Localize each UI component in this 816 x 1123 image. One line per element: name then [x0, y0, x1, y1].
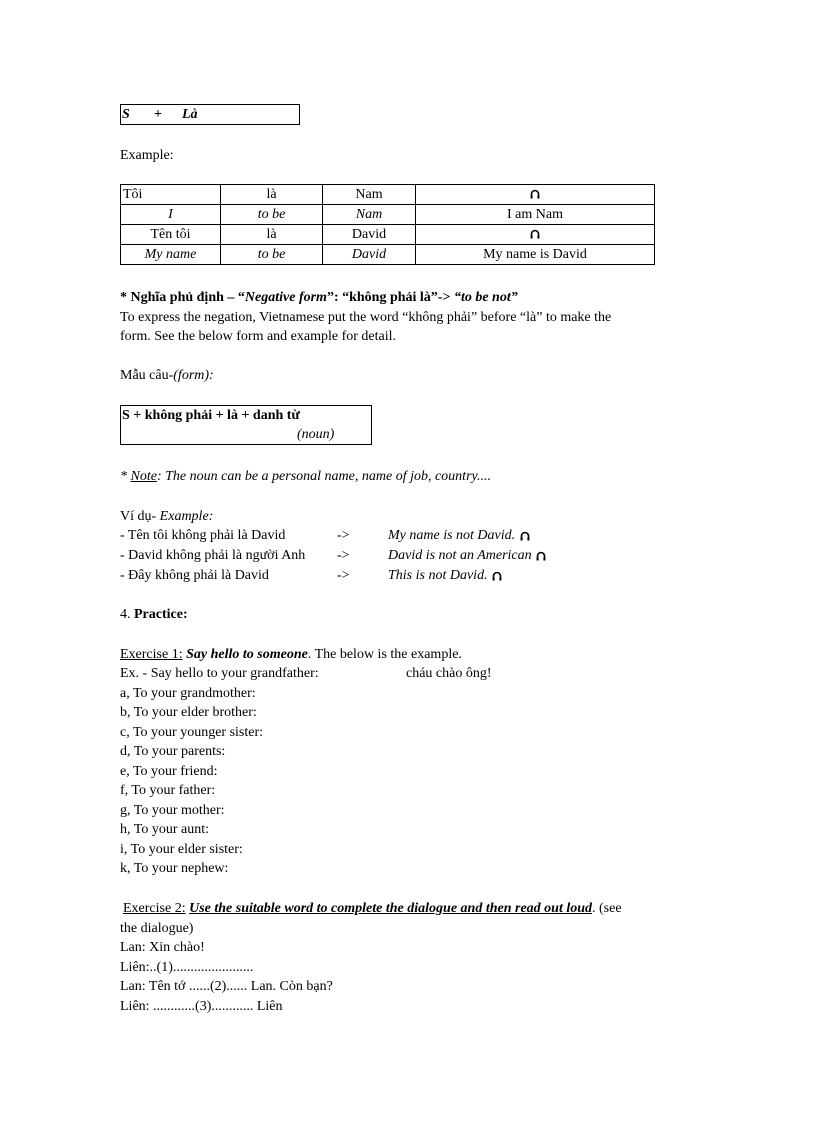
exercise1-example-answer: cháu chào ông! — [406, 666, 492, 681]
table-cell: Tên tôi — [121, 225, 221, 245]
table-cell: Nam — [323, 205, 416, 225]
formula-box-s-la — [120, 104, 300, 125]
exercise1-item: c, To your younger sister: — [120, 725, 264, 740]
dialogue-line: Lan: Tên tớ ......(2)...... Lan. Còn bạn? — [120, 979, 333, 994]
table-cell: to be — [221, 245, 323, 265]
formula-negative-noun: (noun) — [297, 427, 335, 442]
table-cell: Nam — [323, 185, 416, 205]
table-row — [121, 225, 655, 245]
negation-text-line2: form. See the below form and example for detail. — [120, 329, 397, 344]
exercise1-item: k, To your nephew: — [120, 861, 229, 876]
exercise1-heading: Exercise 1: Say hello to someone. The below is the example. — [120, 647, 462, 662]
formula-subject: S — [122, 107, 130, 122]
vidu-item-arrow: -> — [337, 568, 350, 583]
vidu-item-en: My name is not David. — [388, 526, 531, 546]
exercise1-item: f, To your father: — [120, 783, 216, 798]
exercise1-example: Ex. - Say hello to your grandfather: — [120, 666, 319, 681]
dialogue-line: Lan: Xin chào! — [120, 940, 205, 955]
exercise1-item: b, To your elder brother: — [120, 705, 257, 720]
vidu-item-en: This is not David. — [388, 566, 503, 586]
exercise1-item: g, To your mother: — [120, 803, 225, 818]
table-cell-audio[interactable] — [416, 185, 655, 205]
note: * Note: The noun can be a personal name, name of job, country.... — [120, 469, 491, 484]
headphone-icon[interactable] — [519, 530, 531, 542]
table-cell: là — [221, 185, 323, 205]
exercise1-item: a, To your grandmother: — [120, 686, 256, 701]
table-cell: David — [323, 225, 416, 245]
headphone-icon[interactable] — [529, 188, 541, 200]
vidu-label: Ví dụ- Example: — [120, 509, 214, 524]
formula-plus: + — [154, 107, 162, 122]
example-label: Example: — [120, 148, 174, 163]
vidu-item-arrow: -> — [337, 548, 350, 563]
table-cell: My name — [121, 245, 221, 265]
table-row — [121, 185, 655, 205]
dialogue-line: Liên: ............(3)............ Liên — [120, 999, 283, 1014]
exercise1-item: e, To your friend: — [120, 764, 218, 779]
vidu-item-vi: - David không phải là người Anh — [120, 548, 306, 563]
table-row — [121, 245, 655, 265]
table-cell: là — [221, 225, 323, 245]
formula-box-negative — [120, 405, 372, 445]
example-table — [120, 184, 655, 265]
table-cell: to be — [221, 205, 323, 225]
formula-negative-line1: S + không phải + là + danh từ — [122, 408, 300, 423]
form-label: Mẫu câu-(form): — [120, 368, 214, 383]
headphone-icon[interactable] — [535, 550, 547, 562]
exercise1-item: d, To your parents: — [120, 744, 226, 759]
formula-la: Là — [182, 107, 198, 122]
table-cell: I — [121, 205, 221, 225]
vidu-item-en: David is not an American — [388, 546, 547, 566]
headphone-icon[interactable] — [491, 570, 503, 582]
table-cell: David — [323, 245, 416, 265]
vidu-item-vi: - Đây không phải là David — [120, 568, 269, 583]
negation-heading: * Nghĩa phủ định – “Negative form”: “không phải là”-> “to be not” — [120, 290, 518, 305]
vidu-item-arrow: -> — [337, 528, 350, 543]
exercise2-heading: Exercise 2: Use the suitable word to complete the dialogue and then read out loud. (see — [123, 901, 622, 916]
table-cell: I am Nam — [416, 205, 655, 225]
table-cell: Tôi — [121, 185, 221, 205]
table-row — [121, 205, 655, 225]
dialogue-line: Liên:..(1)....................... — [120, 960, 254, 975]
table-cell-audio[interactable] — [416, 225, 655, 245]
practice-heading: 4. Practice: — [120, 607, 188, 622]
exercise1-item: h, To your aunt: — [120, 822, 209, 837]
vidu-item-vi: - Tên tôi không phải là David — [120, 528, 286, 543]
headphone-icon[interactable] — [529, 228, 541, 240]
negation-text-line1: To express the negation, Vietnamese put the word “không phải” before “là” to make the — [120, 310, 612, 325]
exercise1-item: i, To your elder sister: — [120, 842, 243, 857]
table-cell: My name is David — [416, 245, 655, 265]
exercise2-heading-cont: the dialogue) — [120, 921, 194, 936]
